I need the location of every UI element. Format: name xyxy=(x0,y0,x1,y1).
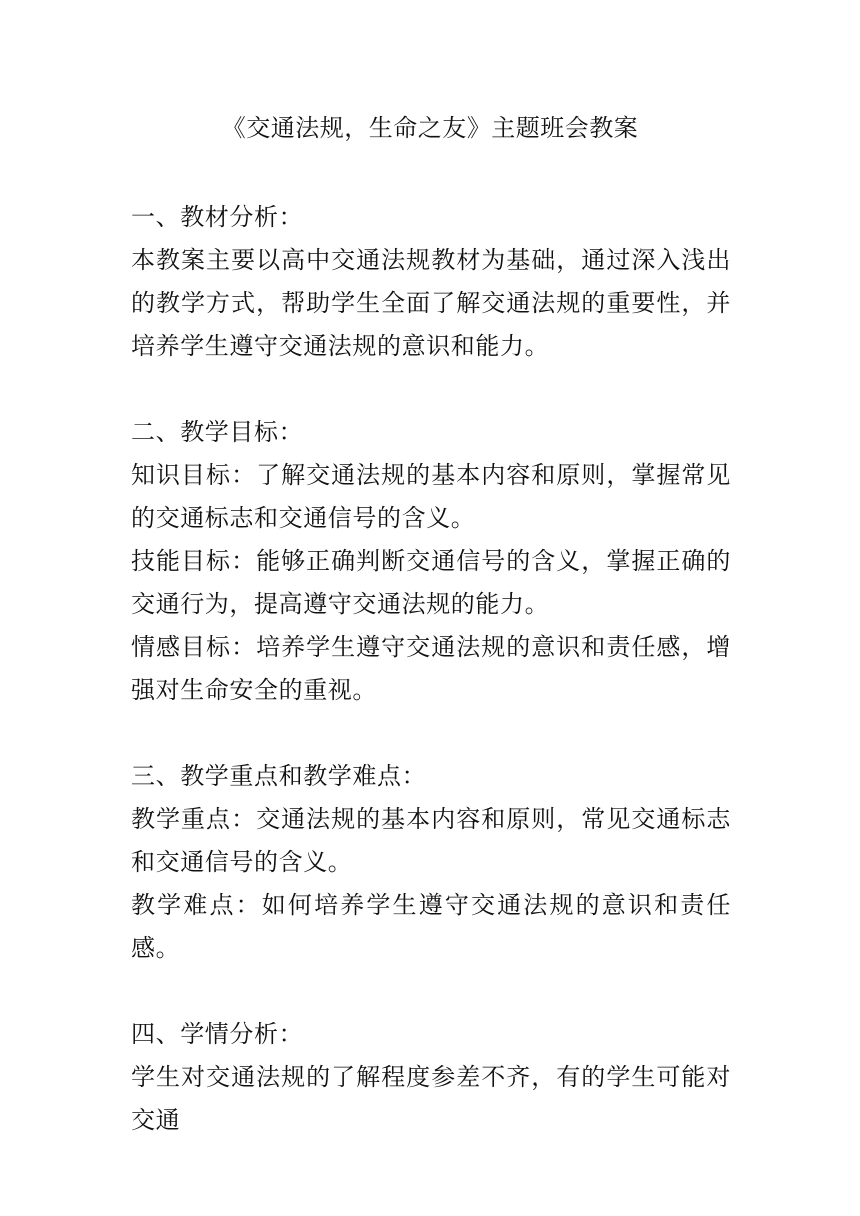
paragraph: 教学难点：如何培养学生遵守交通法规的意识和责任感。 xyxy=(131,891,731,962)
section-heading: 二、教学目标： xyxy=(131,418,304,446)
section-heading: 三、教学重点和教学难点： xyxy=(131,762,427,790)
document-title: 《交通法规，生命之友》主题班会教案 xyxy=(221,114,639,142)
section-teaching-objectives xyxy=(131,411,731,712)
paragraph: 教学重点：交通法规的基本内容和原则，常见交通标志和交通信号的含义。 xyxy=(131,805,731,876)
section-heading: 四、学情分析： xyxy=(131,1020,304,1048)
paragraph: 学生对交通法规的了解程度参差不齐，有的学生可能对交通 xyxy=(131,1063,731,1134)
section-textbook-analysis xyxy=(131,196,731,368)
paragraph: 技能目标：能够正确判断交通信号的含义，掌握正确的交通行为，提高遵守交通法规的能力。 xyxy=(131,547,731,618)
section-spacer xyxy=(131,368,731,411)
section-spacer xyxy=(131,712,731,755)
paragraph: 知识目标：了解交通法规的基本内容和原则，掌握常见的交通标志和交通信号的含义。 xyxy=(131,461,731,532)
section-heading: 一、教材分析： xyxy=(131,203,304,231)
document-body xyxy=(131,196,731,1142)
paragraph: 情感目标：培养学生遵守交通法规的意识和责任感，增强对生命安全的重视。 xyxy=(131,633,731,704)
section-learner-analysis xyxy=(131,1013,731,1142)
paragraph: 本教案主要以高中交通法规教材为基础，通过深入浅出的教学方式，帮助学生全面了解交通法规的重要性，并培养学生遵守交通法规的意识和能力。 xyxy=(131,246,731,360)
section-key-points xyxy=(131,755,731,970)
section-spacer xyxy=(131,970,731,1013)
